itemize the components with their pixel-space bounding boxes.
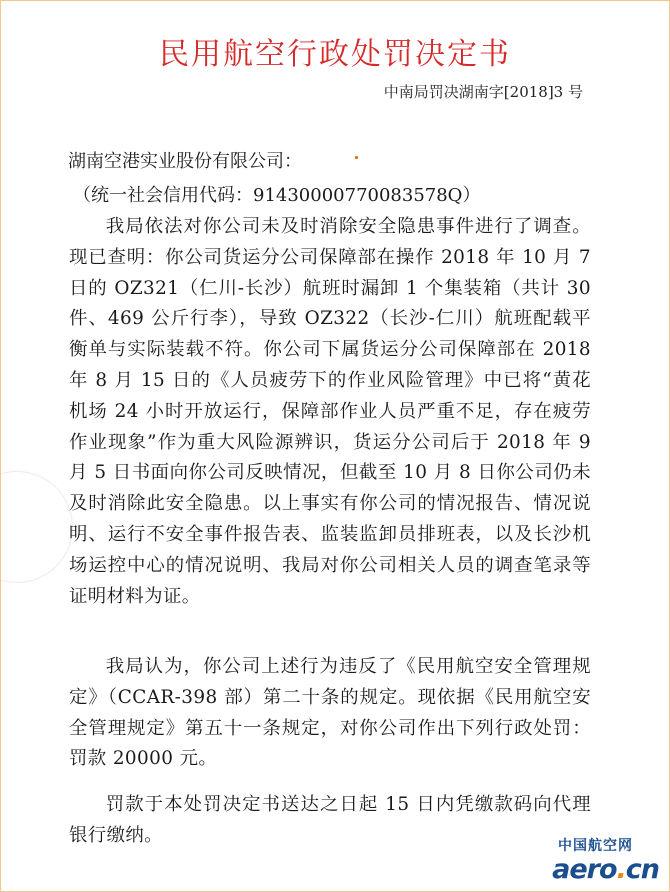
watermark-cn-suffix: cn: [625, 854, 659, 885]
stray-mark: [355, 156, 358, 159]
watermark-cn-text: 中国航空网: [558, 838, 633, 854]
watermark-dot: .: [616, 854, 626, 885]
document-title: 民用航空行政处罚决定书: [159, 37, 511, 72]
document-number: 中南局罚决湖南字[2018]3 号: [383, 83, 583, 101]
credit-code: （统一社会信用代码：91430000770083578Q）: [73, 185, 481, 206]
body-paragraph-facts: 我局依法对你公司未及时消除安全隐患事件进行了调查。现已查明：你公司货运分公司保障部在操作 2018 年 10 月 7 日的 OZ321（仁川-长沙）航班时漏卸 1 个集装箱（共计 30 件、469 公斤行李），导致 OZ322（长沙-仁川）航班配载平衡单与实际装载不符。你公司下属货运分公司保障部在 2018 年 8 月 15 日的《人员疲劳下的作业风险管理》中已将“黄花机场 24 小时开放运行，保障部作业人员严重不足，存在疲劳作业现象”作为重大风险源辨识，货运分公司后于 2018 年 9 月 5 日书面向你公司反映情况，但截至 10 月 8 日你公司仍未及时消除此安全隐患。以上事实有你公司的情况报告、情况说明、运行不安全事件报告表、监装监卸员排班表，以及长沙机场运控中心的情况说明、我局对你公司相关人员的调查笔录等证明材料为证。: [69, 216, 591, 607]
watermark-aero: aero: [552, 854, 617, 885]
watermark-domain: [552, 854, 659, 885]
body-paragraph-decision: 我局认为，你公司上述行为违反了《民用航空安全管理规定》（CCAR-398 部）第二十条的规定。现依据《民用航空安全管理规定》第五十一条规定，对你公司作出下列行政处罚：罚款 20000 元。: [69, 656, 591, 770]
aero-cn-watermark-logo: [504, 835, 659, 885]
body-paragraph-payment: 罚款于本处罚决定书送达之日起 15 日内凭缴款码向代理银行缴纳。: [69, 794, 591, 846]
faint-seal-mark: [0, 471, 73, 583]
addressee: 湖南空港实业股份有限公司：: [68, 151, 302, 172]
